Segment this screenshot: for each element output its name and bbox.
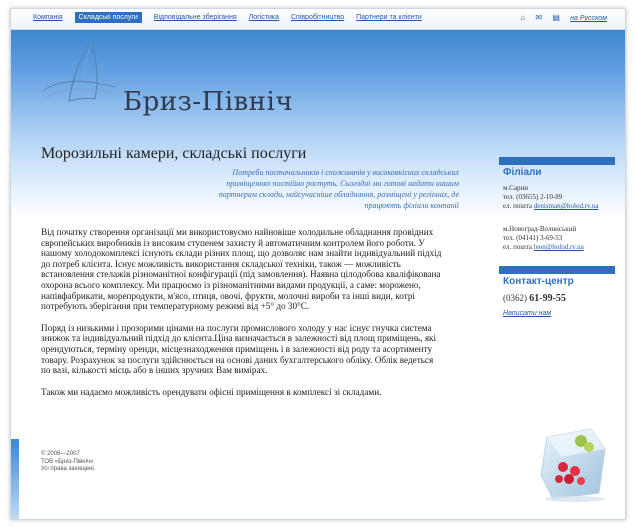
branch-city: м.Сарни xyxy=(503,184,528,192)
content-paragraph-2: Поряд із низькими і прозорими цінами на послуги промислового холоду у нас існує гнучка система знижок та індивідуальний підхід до клієнта.Ціна визначається в залежності від площ приміщень, які орендуються, терміну оренди, місцезнаходження приміщень і в залежності від роду та асортименту товару. Розрахунок за послуги здійснюється на основі даних бухгалтерського обліку. Облік ведеться по вазі, кількості місць або в інших зручних Вам вимірах. xyxy=(41,322,437,376)
nav-item-responsible-storage[interactable]: Відповідальне зберігання xyxy=(153,14,237,21)
header-tools xyxy=(512,13,607,22)
branch-city: м.Новоград-Волинський xyxy=(503,225,577,233)
branches-heading: Філіали xyxy=(503,167,542,178)
flag-icon[interactable]: ▤ xyxy=(552,13,560,22)
page-title: Морозильні камери, складські послуги xyxy=(41,145,307,162)
branch-sarny xyxy=(503,184,615,211)
email-label: ел. пошта xyxy=(503,243,532,251)
main-menu xyxy=(33,14,432,21)
home-icon[interactable]: ⌂ xyxy=(520,13,526,22)
footer-rights: Усі права захищені. xyxy=(41,466,96,472)
contact-center-heading: Контакт-центр xyxy=(503,276,574,287)
branch-email-link[interactable]: denisman@holod.rv.ua xyxy=(533,202,599,210)
nav-item-logistics[interactable]: Логістика xyxy=(248,14,279,21)
footer-company: ТОВ «Бриз-Північ» xyxy=(41,458,94,465)
email-label: ел. пошта xyxy=(503,202,532,210)
sail-logo-icon[interactable] xyxy=(39,39,119,109)
footer xyxy=(41,451,95,474)
nav-item-warehouse-services[interactable]: Складські послуги xyxy=(75,12,142,23)
branch-phone: тел. (03655) 2-10-89 xyxy=(503,193,563,201)
contact-phone-number: 61-99-55 xyxy=(529,293,566,304)
main-content xyxy=(41,227,443,408)
content-paragraph-1: Від початку створення організації ми використовуємо найновіше холодильне обладнання провідних європейських виробників із високим ступенем захисту й автоматичним контролем його роботи. У нашому холодокомплексі існують склади різних площ, що дозволяє нам знайти індивідуальний підхід до потреб клієнта. Існує можливість використання складської техніки, також — можливість встановлення стелажів різноманітної конфігурації (під замовлення). Наявна цілодобова кваліфікована охорона всього комплексу. Ми працюємо із різноманітними видами продукції, а саме: морожено, напівфабрикати, морепродукти, м'ясо, птиця, овочі, фрукти, молочні вироби та інші види, котрі потребують зберігання при температурному режимі від +5° до 30°С. xyxy=(41,227,442,312)
branch-novohrad xyxy=(503,225,615,252)
nav-item-cooperation[interactable]: Співробітництво xyxy=(290,14,345,21)
language-switch-link[interactable]: на Русском xyxy=(570,15,607,22)
sidebar-accent-bar xyxy=(499,157,615,165)
nav-item-company[interactable]: Компанія xyxy=(33,14,63,21)
nav-item-partners[interactable]: Партнери та клієнти xyxy=(356,14,422,21)
branch-phone: тел. (04141) 3-69-53 xyxy=(503,234,563,242)
brand-name: Бриз-Північ xyxy=(123,87,294,117)
contact-phone xyxy=(503,293,615,304)
ice-cube-berries-image xyxy=(533,419,613,503)
page-tagline: Потреби постачальників і споживачів у високоякісних складських приміщеннях постійно ростуть. Сьогодні ми готові надати нашим партнерам склади, найсучасніше обладнання, розміщені у регіонах, де працюють філіали компанії xyxy=(218,168,459,210)
sidebar-accent-bar xyxy=(499,266,615,274)
left-accent-bar xyxy=(11,439,19,519)
contact-phone-code: (0362) xyxy=(503,293,527,303)
page-frame xyxy=(10,8,626,520)
footer-copyright: © 2006—2007 xyxy=(41,451,80,457)
sidebar xyxy=(499,157,615,317)
write-to-us-link[interactable]: Написати нам xyxy=(503,310,552,317)
branch-email-row xyxy=(503,243,615,252)
top-navigation xyxy=(11,9,625,30)
branch-email-link[interactable]: leon@holod.rv.ua xyxy=(533,243,584,251)
mail-icon[interactable]: ✉ xyxy=(535,13,543,22)
content-paragraph-3: Також ми надаємо можливість орендувати офісні приміщення в комплексі зі складами. xyxy=(41,386,382,397)
branch-email-row xyxy=(503,202,615,211)
